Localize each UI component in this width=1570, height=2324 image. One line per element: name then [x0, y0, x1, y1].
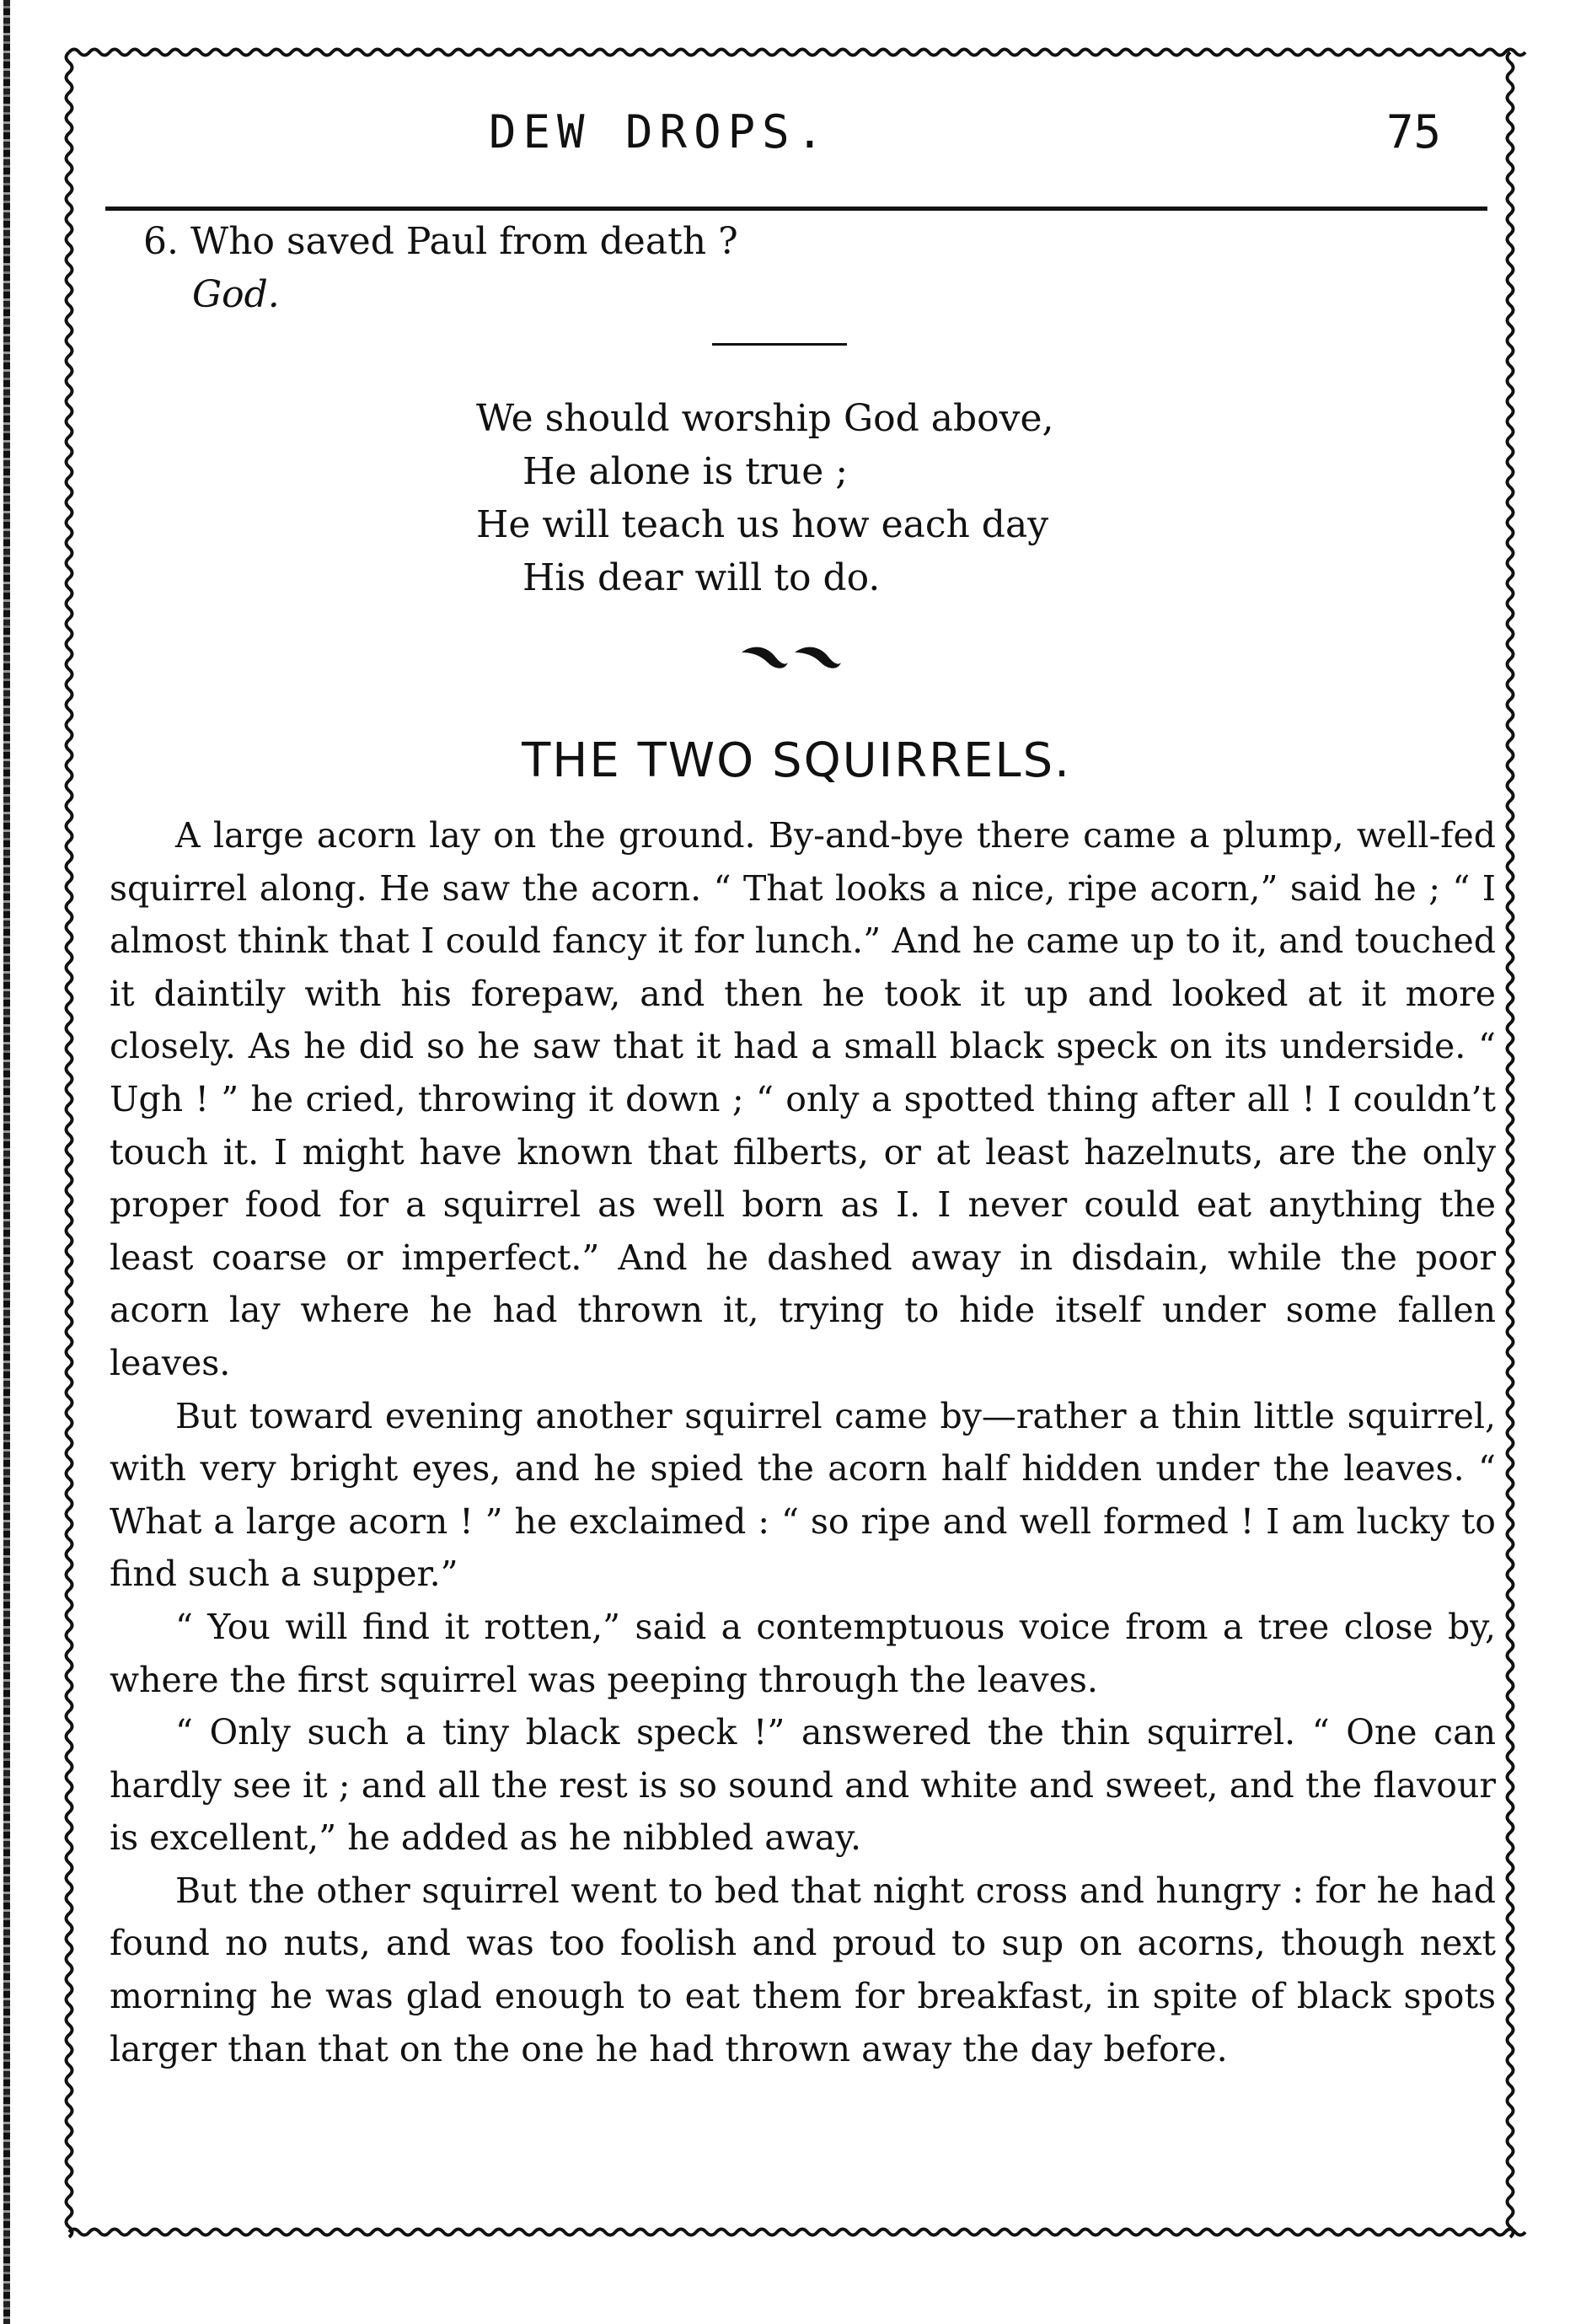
- story-paragraph: “ You will find it rotten,” said a contemptuous voice from a tree close by, where the first squirrel was peeping through the leaves.: [110, 1606, 1496, 1700]
- poem: [476, 392, 1054, 604]
- poem-line: He will teach us how each day: [476, 503, 1049, 546]
- header-rule: [105, 207, 1487, 211]
- story-paragraph: But toward evening another squirrel came by—rather a thin little squirrel, with very bright eyes, and he spied the acorn half hidden under the leaves. “ What a large acorn ! ” he exclaimed : “ so ripe and well formed ! I am lucky to find such a supper.”: [110, 1395, 1496, 1595]
- book-page: [105, 80, 1496, 2217]
- story-body: [110, 809, 1496, 2075]
- ornament-icon: [737, 641, 847, 674]
- answer: God.: [192, 273, 280, 316]
- running-title: DEW DROPS.: [489, 105, 831, 158]
- story-paragraph: A large acorn lay on the ground. By-and-bye there came a plump, well-fed squirrel along. He saw the acorn. “ That looks a nice, ripe acorn,” said he ; “ I almost think that I could fancy it for lunch.” And he came up to it, and touched it daintily with his forepaw, and then he took it up and looked at it more closely. As he did so he saw that it had a small black speck on its underside. “ Ugh ! ” he cried, throwing it down ; “ only a spotted thing after all ! I couldn’t touch it. I might have known that filberts, or at least hazelnuts, are the only proper food for a squirrel as well born as I. I never could eat anything the least coarse or imperfect.” And he dashed away in disdain, while the poor acorn lay where he had thrown it, trying to hide itself under some fallen leaves.: [110, 815, 1496, 1383]
- catechism-item: [143, 215, 738, 321]
- poem-line: We should worship God above,: [476, 397, 1054, 440]
- story-paragraph: But the other squirrel went to bed that night cross and hungry : for he had found no nuts, and was too foolish and proud to sup on acorns, though next morning he was glad enough to eat them for breakfast, in spite of black spots larger than that on the one he had thrown away the day before.: [110, 1870, 1496, 2069]
- story-paragraph: “ Only such a tiny black speck !” answered the thin squirrel. “ One can hardly see it ; and all the rest is so sound and white and sweet, and the flavour is excellent,” he added as he nibbled away.: [110, 1712, 1496, 1859]
- page-header: [105, 105, 1487, 190]
- question: 6. Who saved Paul from death ?: [143, 220, 738, 263]
- poem-line: He alone is true ;: [522, 450, 849, 493]
- section-divider: [712, 343, 847, 346]
- story-title: THE TWO SQUIRRELS.: [522, 733, 1071, 788]
- poem-line: His dear will to do.: [522, 556, 881, 599]
- page-number: 75: [1385, 105, 1441, 158]
